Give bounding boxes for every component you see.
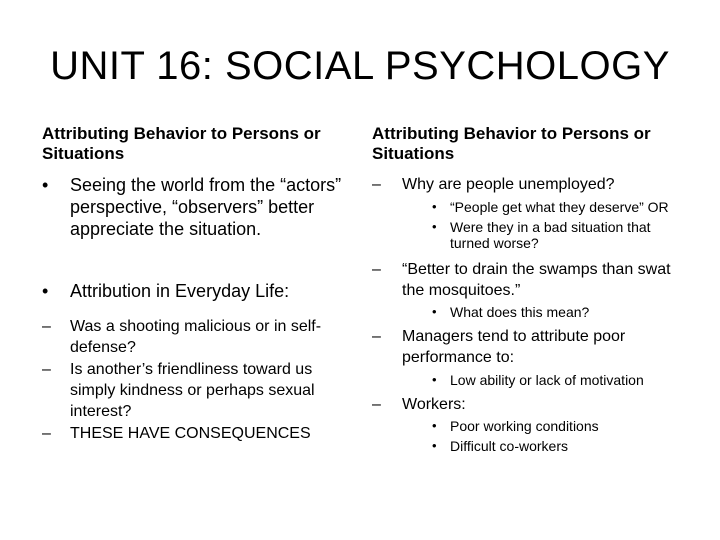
dash-icon: – xyxy=(42,425,51,442)
left-bullet-2 xyxy=(42,280,352,302)
left-sub-1 xyxy=(42,316,352,358)
bullet-icon: • xyxy=(42,175,49,195)
left-sub-3-text: THESE HAVE CONSEQUENCES xyxy=(70,425,311,442)
left-sub-2 xyxy=(42,359,352,422)
slide-title: UNIT 16: SOCIAL PSYCHOLOGY xyxy=(50,44,670,88)
right-item-2-sub-1 xyxy=(432,304,692,320)
left-bullet-1-text: Seeing the world from the “actors” perspective, “observers” better appreciate the situation. xyxy=(70,175,342,239)
left-sub-1-text: Was a shooting malicious or in self-defense? xyxy=(70,318,322,356)
bullet-icon: • xyxy=(432,199,437,214)
right-item-1-sub-1 xyxy=(432,199,692,215)
dash-icon: – xyxy=(372,328,381,345)
left-bullet-1 xyxy=(42,174,352,240)
right-item-2-text: “Better to drain the swamps than swat the mosquitoes.” xyxy=(402,261,671,299)
left-bullet-2-text: Attribution in Everyday Life: xyxy=(70,281,290,301)
right-heading: Attributing Behavior to Persons or Situations xyxy=(372,124,651,163)
right-item-4-sub-2 xyxy=(432,438,692,454)
dash-icon: – xyxy=(372,261,381,278)
bullet-icon: • xyxy=(432,438,437,453)
right-item-2 xyxy=(372,259,692,301)
right-item-1-sub-2-text: Were they in a bad situation that turned worse? xyxy=(450,219,651,251)
bullet-icon: • xyxy=(42,281,49,301)
dash-icon: – xyxy=(372,396,381,413)
dash-icon: – xyxy=(42,318,51,335)
right-item-1-sub-2 xyxy=(432,219,692,251)
right-item-3-sub-1 xyxy=(432,372,692,388)
dash-icon: – xyxy=(42,361,51,378)
right-item-4 xyxy=(372,394,692,415)
bullet-icon: • xyxy=(432,219,437,234)
left-column xyxy=(42,124,352,444)
bullet-icon: • xyxy=(432,372,437,387)
right-item-4-sub-1 xyxy=(432,418,692,434)
right-item-4-sub-1-text: Poor working conditions xyxy=(450,418,599,434)
right-item-2-sub-1-text: What does this mean? xyxy=(450,304,590,320)
dash-icon: – xyxy=(372,176,381,193)
right-item-1 xyxy=(372,174,692,195)
right-item-1-sub-1-text: “People get what they deserve” OR xyxy=(450,199,669,215)
right-item-4-text: Workers: xyxy=(402,396,466,413)
right-column xyxy=(372,124,692,454)
left-sub-2-text: Is another’s friendliness toward us simply kindness or perhaps sexual interest? xyxy=(70,361,315,420)
left-sub-3 xyxy=(42,423,352,444)
right-item-3 xyxy=(372,326,692,368)
left-heading: Attributing Behavior to Persons or Situations xyxy=(42,124,321,163)
right-item-4-sub-2-text: Difficult co-workers xyxy=(450,438,568,454)
right-item-1-text: Why are people unemployed? xyxy=(402,176,615,193)
bullet-icon: • xyxy=(432,418,437,433)
right-item-3-sub-1-text: Low ability or lack of motivation xyxy=(450,372,644,388)
bullet-icon: • xyxy=(432,304,437,319)
right-item-3-text: Managers tend to attribute poor performance to: xyxy=(402,328,626,366)
